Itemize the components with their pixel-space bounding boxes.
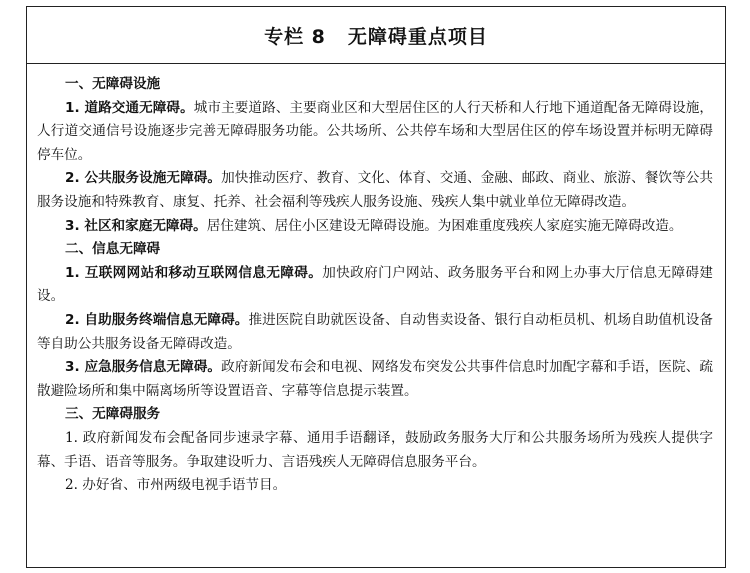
item-text: 推进医院自助就医设备、自动售卖设备、银行自动柜员机、机场自助值机设备等自助公共服务设备无障碍改造。 (37, 311, 714, 352)
list-item (37, 215, 713, 239)
item-number: 2. (65, 477, 83, 494)
box-title-main: 无障碍重点项目 (347, 25, 488, 48)
item-text: 居住建筑、居住小区建设无障碍设施。为困难重度残疾人家庭实施无障碍改造。 (206, 217, 683, 234)
section-heading: 一、无障碍设施 (65, 76, 161, 92)
list-item (37, 356, 713, 403)
item-text: 城市主要道路、主要商业区和大型居住区的人行天桥和人行地下通道配备无障碍设施，人行道交通信号设施逐步完善无障碍服务功能。公共场所、公共停车场和大型居住区的停车场设置并标明无障碍停车位。 (37, 99, 714, 163)
section-heading: 二、信息无障碍 (65, 241, 161, 258)
item-text: 加快政府门户网站、政务服务平台和网上办事大厅信息无障碍建设。 (37, 264, 714, 305)
item-title: 应急服务信息无障碍。 (84, 359, 222, 376)
item-title: 自助服务终端信息无障碍。 (84, 311, 249, 328)
item-text: 政府新闻发布会配备同步速录字幕、通用手语翻译，鼓励政务服务大厅和公共服务场所为残疾人提供字幕、手语、语音等服务。争取建设听力、言语残疾人无障碍信息服务平台。 (37, 429, 713, 470)
list-item (37, 167, 713, 214)
item-text: 办好省、市州两级电视手语节目。 (82, 477, 287, 494)
list-item (37, 309, 713, 356)
box-header (27, 7, 725, 64)
section-heading: 三、无障碍服务 (65, 406, 161, 423)
list-item (37, 427, 713, 474)
item-text: 政府新闻发布会和电视、网络发布突发公共事件信息时加配字幕和手语，医院、疏散避险场所和集中隔离场所等设置语音、字幕等信息提示装置。 (37, 359, 714, 399)
item-number: 1. (65, 264, 85, 281)
item-number: 3. (65, 359, 85, 376)
item-number: 1. (65, 99, 85, 116)
item-number: 1. (65, 429, 83, 446)
item-text: 加快推动医疗、教育、文化、体育、交通、金融、邮政、商业、旅游、餐饮等公共服务设施和特殊教育、康复、托养、社会福利等残疾人服务设施、残疾人集中就业单位无障碍改造。 (37, 170, 714, 210)
item-number: 3. (65, 217, 85, 234)
box-title (264, 22, 488, 49)
list-item (37, 474, 713, 498)
item-number: 2. (65, 311, 85, 328)
item-title: 社区和家庭无障碍。 (84, 217, 207, 234)
list-item (37, 97, 713, 168)
item-number: 2. (65, 170, 85, 187)
feature-box (26, 6, 726, 568)
list-item (37, 262, 713, 309)
box-content (27, 64, 725, 498)
box-title-prefix: 专栏 8 (264, 25, 326, 48)
item-title: 互联网网站和移动互联网信息无障碍。 (84, 264, 323, 281)
item-title: 道路交通无障碍。 (84, 99, 194, 116)
item-title: 公共服务设施无障碍。 (84, 170, 222, 187)
